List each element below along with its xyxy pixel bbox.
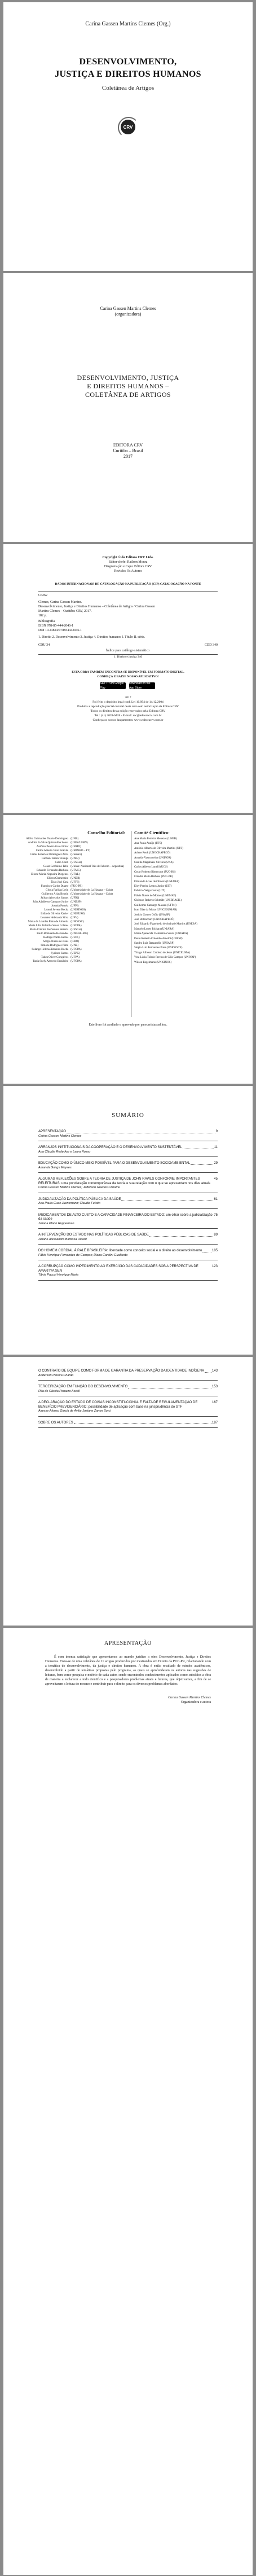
- toc-entry-title: DO HOMEM CORDIAL À RALÉ BRASILEIRA: liberdade como conceito social e o direito ao desenvolvimento: [38, 1249, 202, 1252]
- toc-entry[interactable]: [38, 1130, 218, 1141]
- cip-line: Martins Clemes – Curitiba: CRV, 2017.: [38, 610, 92, 613]
- scientific-member: Camila Magalhães Silveira (UNA): [134, 861, 174, 865]
- toc-leader-dots: [205, 1369, 211, 1373]
- cdd: CDD 340: [204, 643, 218, 647]
- member-affiliation: (IFRO): [70, 940, 80, 943]
- summary-page-2: [3, 1357, 253, 1626]
- scientific-member: Arnaldo Vasconcelos (UNIFOR): [134, 856, 171, 860]
- toc-entry-line: [38, 1233, 218, 1238]
- scientific-member: Gleisson Roberto Schmidt (UNIBRASIL): [134, 899, 182, 903]
- half-title-page: [3, 273, 253, 542]
- toc-entry[interactable]: [38, 1401, 218, 1417]
- copyright-footer: [3, 695, 253, 722]
- toc-page-number: 123: [211, 1265, 218, 1268]
- cover-subtitle: Coletânea de Artigos: [101, 85, 155, 91]
- scientific-committee: [134, 831, 241, 965]
- member-affiliation: (UFOPA): [70, 925, 82, 927]
- toc-page-number: 61: [214, 1197, 218, 1201]
- summary-page-1: [3, 1086, 253, 1355]
- cover-title-line2: JUSTIÇA E DIREITOS HUMANOS: [55, 69, 201, 79]
- member-affiliation: (UNIFAL-MG): [70, 932, 89, 935]
- scientific-member: Ana Paula Araújo (UFS): [134, 842, 162, 845]
- scientific-member: Arlene Renk (UNOCHAPECÓ): [134, 852, 171, 855]
- summary-title: SUMÁRIO: [112, 1112, 144, 1119]
- member-name: Maria de Lourdes Pinto de Almeida: [28, 921, 69, 923]
- toc-page-number: 187: [211, 1421, 218, 1425]
- member-affiliation: (UFRRJ): [70, 845, 81, 848]
- scientific-member: Vera Lúcia Toledo Pereira de Góis Campos (UNIVAP): [134, 956, 196, 960]
- half-title-line3: COLETÂNEA DE ARTIGOS: [85, 391, 171, 398]
- member-affiliation: (UFPA): [70, 956, 80, 959]
- member-name: Maria Cristina dos Santos Bezerra: [29, 928, 69, 931]
- app-store-badge[interactable]: Download on the App Store: [129, 682, 155, 689]
- editorial-member: [18, 841, 129, 845]
- half-title-role: (organizadora): [114, 312, 142, 317]
- scientific-member: Carlos Alberto Lunelli (UCS): [134, 866, 168, 869]
- footer-site: Conheça os nossos lançamentos: www.editoracrv.com.br: [92, 719, 164, 722]
- member-affiliation: (UFFS): [70, 881, 80, 884]
- cip-box: [38, 592, 218, 655]
- scientific-member: Ana Maria Ferreira Menezes (UNEB): [134, 838, 177, 840]
- member-affiliation: (UNB): [70, 838, 79, 840]
- scientific-member: Eloy Pereira Lemos Junior (UIT): [134, 885, 172, 888]
- toc-entry-title: EDUCAÇÃO COMO O ÚNICO MEIO POSSÍVEL PARA O DESENVOLVIMENTO SOCIOAMBIENTAL: [38, 1162, 191, 1165]
- toc-leader-dots: [183, 1146, 214, 1149]
- footer-rights: Proibida a reprodução parcial ou total desta obra sem autorização da Editora CRV: [77, 705, 179, 708]
- ebook-notice: [3, 670, 253, 679]
- toc-entry-title: O CONTRATO DE EQUIPE COMO FORMA DE GARANTIA DA PRESERVAÇÃO DA IDENTIDADE INDÍGENA: [38, 1369, 204, 1373]
- toc-entry-line: [38, 1198, 218, 1202]
- toc-entry-line: [38, 1369, 218, 1374]
- toc-entry[interactable]: [38, 1198, 218, 1209]
- member-name: Simone Rodrigues Pinto: [41, 944, 69, 947]
- cover-title: [3, 56, 253, 81]
- footer-contact: Tel.: (41) 3039-6418 - E-mail: sac@editoracrv.com.br: [94, 714, 162, 717]
- cip-line: Bibliografia: [38, 620, 55, 623]
- editorial-member: [18, 884, 129, 888]
- editorial-member: [18, 877, 129, 880]
- member-name: Sydione Santos: [51, 952, 69, 955]
- toc-entry-title: APRESENTAÇÃO: [38, 1130, 66, 1133]
- scientific-member: Edmundo Alves de Oliveira (UNIARA): [134, 880, 179, 883]
- index-line-text: 1. Direito e justiça 340: [113, 655, 143, 659]
- index-line: [3, 655, 253, 659]
- editorial-member: [18, 948, 129, 952]
- copyright-page: [3, 544, 253, 813]
- editorial-member: [18, 857, 129, 861]
- toc-entry-line: [38, 1401, 218, 1409]
- toc-entry-author: Juliana Pfann Rupperman: [38, 1221, 74, 1225]
- member-name: Lourdes Helena da Silva: [41, 917, 69, 919]
- member-name: Francisco Carlos Duarte: [41, 885, 69, 888]
- member-affiliation: (Universidade de La Havana – Cuba): [70, 889, 113, 892]
- scientific-member: Ivan Dias da Motta (UNICESUMAR): [134, 909, 178, 912]
- toc-entry[interactable]: [38, 1146, 218, 1157]
- member-affiliation: (UNIEURO): [70, 913, 86, 915]
- review-line: Revisão: Os Autores: [114, 569, 142, 573]
- member-affiliation: (UFAL): [70, 873, 80, 876]
- member-affiliation: (Unieuro): [70, 853, 82, 856]
- editorial-member: [18, 956, 129, 960]
- member-affiliation: (UNIR): [70, 857, 80, 860]
- editorial-council-heading: Conselho Editorial:: [87, 830, 125, 835]
- layout-line: Diagramação e Capa: Editora CRV: [104, 565, 152, 568]
- member-name: Elizeu Clementino: [47, 877, 69, 880]
- toc-page-number: 143: [211, 1369, 218, 1373]
- member-name: Élsio José Corá: [51, 881, 69, 884]
- half-title-line1: DESENVOLVIMENTO, JUSTIÇA: [77, 374, 179, 382]
- editorial-member: [18, 880, 129, 884]
- member-name: Elione Maria Nogueira Diogenes: [31, 873, 69, 876]
- toc-leader-dots: [121, 1198, 213, 1201]
- table-of-contents-continued: [38, 1369, 218, 1432]
- footer-year: 2017: [125, 696, 131, 699]
- editorial-member: [18, 873, 129, 877]
- member-affiliation: (UNOESC): [70, 921, 84, 923]
- presentation-title: APRESENTAÇÃO: [104, 1640, 152, 1646]
- toc-entry-author: Carina Gassen Martins Clemes: [38, 1134, 82, 1138]
- member-name: Aldira Guimarães Duarte Domínguez: [26, 838, 69, 840]
- toc-entry-line: [38, 1130, 218, 1134]
- toc-entry-title: ALGUMAS REFLEXÕES SOBRE A TEORIA DE JUSTIÇA DE JOHN RAWLS CONFORME IMPORTANTES RELEITURAS: uma ponderação contemporânea da teoria e sua relação com o que se apresentam nos dias atuais: [38, 1177, 210, 1185]
- scientific-member: Paulo Roberto Colombo Arnoldi (UNESP): [134, 937, 183, 940]
- editorial-member: [18, 892, 129, 896]
- editorial-member: [18, 944, 129, 948]
- half-title-line2: E DIREITOS HUMANOS –: [87, 382, 169, 390]
- toc-entry-title: SOBRE OS AUTORES: [38, 1421, 73, 1425]
- toc-entry-title: ARRANJOS INSTITUCIONAIS DA COOPERAÇÃO E O DESENVOLVIMENTO SUSTENTÁVEL: [38, 1146, 182, 1149]
- toc-page-number: 153: [211, 1385, 218, 1388]
- toc-entry-title: A CORRUPÇÃO COMO IMPEDIMENTO AO EXERCÍCIO DAS CAPACIDADES SOB A PERSPECTIVA DE AMARTYA SEN: [38, 1265, 198, 1273]
- member-affiliation: (UNEB): [70, 877, 81, 880]
- member-name: Maria Lília Imbiriba Sousa Colares: [28, 925, 69, 927]
- toc-page-number: 9: [215, 1130, 218, 1133]
- member-affiliation: (UNIR/UFRN): [70, 842, 88, 844]
- editor-line: Editor-chefe: Railson Moura: [108, 560, 148, 564]
- toc-entry[interactable]: [38, 1177, 218, 1193]
- member-affiliation: (UFES): [70, 936, 80, 939]
- toc-entry-author: Amanda Grings Moyses: [38, 1166, 72, 1169]
- toc-leader-dots: [128, 1385, 211, 1388]
- toc-separator: [38, 1172, 218, 1173]
- table-of-contents: [38, 1130, 218, 1285]
- member-name: Carmen Tereza Velanga: [41, 857, 69, 860]
- cover-title-line1: DESENVOLVIMENTO,: [79, 57, 177, 67]
- cip-line: Clemes, Carina Gassen Martins.: [38, 601, 82, 604]
- scientific-member: José Eduardo Figueiredo de Andrade Martins (UNESA): [134, 923, 197, 926]
- toc-leader-dots: [67, 1130, 215, 1133]
- scientific-committee-heading: Comitê Científico:: [134, 830, 170, 835]
- toc-entry-line: [38, 1265, 218, 1273]
- scientific-member: Fabrício Veiga Costa (UIT): [134, 890, 165, 893]
- member-affiliation: (UFPI): [70, 905, 79, 908]
- member-affiliation: (UNESP): [70, 901, 82, 904]
- editorial-member: [18, 952, 129, 956]
- toc-page-number: 29: [214, 1162, 218, 1165]
- toc-separator: [38, 1416, 218, 1417]
- toc-separator: [38, 1280, 218, 1281]
- ebook-line2: CONHEÇA E BAIXE NOSSO APLICATIVO!: [97, 675, 159, 678]
- toc-entry-line: [38, 1249, 218, 1254]
- scientific-member: Antônio Alberto de Oliveira Martins (UFS): [134, 847, 183, 850]
- toc-entry-line: [38, 1385, 218, 1390]
- publisher-city: Curitiba – Brasil: [113, 448, 143, 453]
- toc-entry[interactable]: [38, 1421, 218, 1429]
- toc-page-number: 75: [214, 1213, 218, 1217]
- member-name: Cesar Gerónimo Tello: [43, 865, 69, 868]
- toc-entry-author: Juliane Alessandra Barbosa Ricard: [38, 1237, 87, 1241]
- scientific-member: Sérgio Luiz Fernandes Pires (UNIOESTE): [134, 947, 183, 950]
- editorial-member: [18, 936, 129, 940]
- member-name: Gloria Fariñas León: [46, 889, 69, 892]
- toc-entry-title: A DECLARAÇÃO DO ESTADO DE COISAS INCONSTITUCIONAL E FALTA DE REGULAMENTAÇÃO DE BENEFÍCIO PREVIDENCIÁRIO: possibilidade de aplicação com base na jurisprudência do STF: [38, 1401, 198, 1409]
- cip-line: 182 p.: [38, 614, 47, 617]
- toc-entry-line: [38, 1146, 218, 1150]
- toc-entry[interactable]: [38, 1385, 218, 1396]
- cover-page: [3, 2, 253, 271]
- toc-separator: [38, 1208, 218, 1209]
- half-title-publisher-block: [3, 443, 253, 459]
- scientific-member: Marcelo Lopes Bichara (UNIARA): [134, 927, 174, 931]
- toc-leader-dots: [191, 1162, 213, 1165]
- toc-page-number: 45: [214, 1177, 218, 1181]
- member-name: Rodrigo Pratte-Santos: [43, 936, 69, 939]
- toc-separator: [38, 1244, 218, 1245]
- footer-rights2: Todos os direitos desta edição reservados pela: Editora CRV: [90, 709, 166, 713]
- member-name: Antônio Pereira Gaio Júnior: [36, 845, 69, 848]
- editorial-member: [18, 869, 129, 873]
- scientific-member: Flávia Nunes de Moraes (UNEMAT): [134, 894, 176, 897]
- toc-entry-author: Carina Gassen Martins Clemes; Jefferson Guedes Claramu: [38, 1186, 121, 1189]
- toc-separator: [38, 1228, 218, 1229]
- half-title-heading: [3, 374, 253, 399]
- toc-entry-line: [38, 1213, 218, 1222]
- member-name: Sérgio Nunes de Jesus: [43, 940, 69, 943]
- toc-page-number: 11: [214, 1146, 218, 1149]
- toc-leader-dots: [74, 1421, 211, 1425]
- toc-entry-line: [38, 1162, 218, 1166]
- google-play-badge[interactable]: GET IT ON Google Play: [100, 682, 126, 689]
- cip-code: C6262: [38, 594, 48, 597]
- presentation-signature: [45, 1696, 211, 1705]
- council-page: [3, 815, 253, 1084]
- editorial-member: [18, 924, 129, 928]
- toc-entry-title: JUDICIALIZAÇÃO DA POLÍTICA PÚBLICA DA SAÚDE: [38, 1197, 121, 1201]
- member-name: Carlos Federico Dominguez Avila: [30, 853, 69, 856]
- editorial-member: [18, 932, 129, 936]
- toc-entry-author: Ana Cláudia Redecker e Laura Rosso: [38, 1150, 91, 1154]
- editorial-council: [18, 831, 129, 963]
- member-name: Tania Suely Azevedo Brasileiro: [32, 960, 69, 963]
- signature-name: Carina Gassen Martins Clemes: [168, 1696, 211, 1699]
- scientific-member: Wilson Engelmann (UNISINOS): [134, 961, 172, 964]
- editorial-member: [18, 853, 129, 857]
- toc-leader-dots: [202, 1249, 211, 1252]
- editorial-member: [18, 845, 129, 849]
- cover-author: Carina Gassen Martins Clemes (Org.): [85, 21, 171, 27]
- cip-line: DOI 10.24824/978854442046.1: [38, 629, 82, 632]
- half-title-author-block: [3, 306, 253, 317]
- editorial-member: [18, 900, 129, 904]
- cip-line: Desenvolvimento, Justiça e Direitos Humanos – Coletânea de Artigos / Carina Gassen: [38, 605, 155, 608]
- editorial-member: [18, 888, 129, 892]
- member-affiliation: (Univer. Nacional Três de Febrero – Argentina): [70, 865, 125, 868]
- editorial-member: [18, 920, 129, 924]
- toc-entry[interactable]: [38, 1213, 218, 1229]
- toc-entry-title: MEDICAMENTOS DE ALTO CUSTO E A CAPACIDADE FINANCEIRA DO ESTADO: um olhar sobre a judicialização da saúde: [38, 1213, 213, 1221]
- member-affiliation: (PUC-PR): [70, 885, 83, 888]
- editorial-member: [18, 960, 129, 963]
- column-divider: [131, 831, 132, 1017]
- scientific-member: Cláudia Maria Barbosa (PUC-PR): [134, 875, 173, 879]
- toc-separator: [38, 1156, 218, 1157]
- member-affiliation: (UFOPA): [70, 960, 82, 963]
- editorial-member: [18, 904, 129, 908]
- toc-entry-author: Anderson Pereira Charão: [38, 1373, 74, 1377]
- presentation-paragraph: É com imensa satisfação que apresentamos ao mundo jurídico a obra Desenvolvimento, Justiça e Direitos Humanos. Trata-se de uma coletânea de 11 artigos produzidos por mestrandos em Direito da PUC-PR, relacionando com a temática do desenvolvimento, da justiça e direitos humanos. A obra é então resultado de estudos acadêmicos, desenvolvido a partir de temáticas propostas pelo programa, as quais se aprofundaram os autores nas sugestões de leituras, bem como pesquisa e notório de cada autor, sendo encontrados conhecimentos aplicados como subsídios a obra de maneira a esclarecer a todo cientifico e a pesquisadores problemas atuais e futuros, que objetivamos, a fim de se aproveitarem a leitura do mesmo e contribuir para o direito para os diversos problemas abordados.: [45, 1655, 211, 1686]
- ebook-line1: ESTA OBRA TAMBÉM ENCONTRA-SE DISPONÍVEL EM FORMATO DIGITAL.: [72, 671, 184, 674]
- member-name: Solange Helena Ximenes-Rocha: [32, 948, 69, 951]
- toc-entry-title: TERCEIRIZAÇÃO EM FUNÇÃO DO DESENVOLVIMENTO: [38, 1385, 128, 1388]
- toc-entry-author: Fábio Henrique Fernandes de Campos; Diana Carolini Gualberto: [38, 1253, 128, 1257]
- editorial-member: [18, 916, 129, 920]
- editorial-member: [18, 849, 129, 853]
- copyright-line: Copyright © da Editora CRV Ltda.: [102, 556, 154, 559]
- toc-entry[interactable]: [38, 1162, 218, 1173]
- member-name: Guillermo Arias Beatón: [41, 893, 69, 896]
- toc-entry-title: A INTERVENÇÃO DO ESTADO NAS POLÍTICAS PÚBLICAS DE SAÚDE: [38, 1233, 149, 1237]
- toc-entry-author: Tânia Paccol Henrique Maria: [38, 1273, 78, 1277]
- member-name: João Adalberto Campato Junior: [33, 901, 69, 904]
- editorial-member: [18, 940, 129, 944]
- editorial-member: [18, 861, 129, 865]
- member-name: Jailson Alves dos Santos: [40, 897, 69, 900]
- presentation-page: [3, 1628, 253, 2575]
- scientific-member: Thiago Allisson Cardoso de Jesus (UNICEUMA): [134, 951, 191, 954]
- editorial-member: [18, 912, 129, 916]
- member-name: Celso Conti: [55, 861, 69, 864]
- toc-entry-line: [38, 1177, 218, 1186]
- app-store-badges: [100, 682, 156, 689]
- member-affiliation: (UFV): [70, 917, 78, 919]
- member-name: Leonel Severo Rocha: [44, 909, 69, 912]
- toc-page-number: 105: [211, 1249, 218, 1252]
- publisher-name: EDITORA CRV: [113, 443, 143, 448]
- member-name: Lídia de Oliveira Xavier: [41, 913, 69, 915]
- cip-title: DADOS INTERNACIONAIS DE CATALOGAÇÃO NA PUBLICAÇÃO (CIP) CATALOGAÇÃO NA FONTE: [55, 582, 201, 586]
- toc-entry-line: [38, 1421, 218, 1426]
- member-affiliation: (UNISINOS): [70, 909, 86, 912]
- cip-line: ISBN 978-85-444-2046-1: [38, 624, 74, 628]
- member-affiliation: (UNB): [70, 944, 79, 947]
- member-name: Josania Portela: [51, 905, 69, 908]
- member-name: Carlos Alberto Vilar Estêvão: [36, 849, 69, 852]
- scientific-member: Cezar Roberto Bitencourt (PUC-RS): [134, 870, 176, 874]
- signature-role: Organizadora e autora: [180, 1701, 211, 1704]
- publication-year: 2017: [123, 454, 133, 459]
- member-name: Tadeu Oliver Gonçalves: [41, 956, 69, 959]
- index-title: Índice para catálogo sistemático: [106, 649, 150, 652]
- half-title-author: Carina Gassen Martins Clemes: [100, 306, 156, 311]
- toc-entry[interactable]: [38, 1265, 218, 1281]
- footer-legal: Foi feito o depósito legal conf. Lei 10.994 de 14/12/2004: [92, 700, 164, 704]
- editorial-member: [18, 896, 129, 900]
- peer-review-note: Este livro foi avaliado e aprovado por pareceristas ad hoc.: [89, 1023, 167, 1027]
- editorial-member: [18, 865, 129, 869]
- member-affiliation: (UFMG): [70, 869, 81, 872]
- member-name: Andréia da Silva Quintanilha Sousa: [28, 842, 69, 844]
- member-affiliation: (UEPG): [70, 952, 80, 955]
- member-name: Paulo Romualdo Hernandes: [37, 932, 69, 935]
- editorial-member: [18, 908, 129, 912]
- member-affiliation: (Universidade de La Havana – Cuba): [70, 893, 113, 896]
- scientific-member: Sandro Luiz Bazzanella (UNIARP): [134, 941, 174, 945]
- member-affiliation: (UFOPA): [70, 948, 82, 951]
- council-note: [3, 1023, 253, 1027]
- editorial-member: [18, 837, 129, 841]
- scientific-member: Maria Aparecida Clementina Souza (UNIARA): [134, 932, 188, 936]
- copyright-block: [3, 555, 253, 573]
- toc-entry[interactable]: [38, 1233, 218, 1245]
- toc-page-number: 167: [211, 1401, 218, 1404]
- toc-separator: [38, 1427, 218, 1428]
- toc-separator: [38, 1380, 218, 1381]
- toc-entry[interactable]: [38, 1369, 218, 1381]
- member-affiliation: (UFSCar): [70, 928, 82, 931]
- toc-entry[interactable]: [38, 1249, 218, 1260]
- scientific-member: Guilherme Camargo Massaú (UFPel): [134, 904, 176, 907]
- member-name: Eduardo Fernandes Barbosa: [36, 869, 69, 872]
- cip-line: 1. Direito 2. Desenvolvimento 3. Justiça 4. Direitos humanos I. Título II. série.: [38, 636, 145, 639]
- member-affiliation: (UFSCar): [70, 861, 82, 864]
- member-affiliation: (UFRJ): [70, 897, 80, 900]
- member-affiliation: (UMINHO – PT): [70, 849, 91, 852]
- toc-entry-author: Rita de Cássia Peruzzo Ascoli: [38, 1389, 80, 1393]
- scientific-member: Joelcio Gomes Orfão (UNASP): [134, 913, 170, 917]
- toc-entry-author: Ana Paula Guex Juenemann; Claudia Felstin: [38, 1202, 100, 1205]
- cdu: CDU 34: [38, 643, 50, 647]
- scientific-member: José Bittencourt (UNOCHAPECÓ): [134, 918, 175, 921]
- toc-leader-dots: [149, 1233, 213, 1237]
- editorial-member: [18, 928, 129, 932]
- toc-page-number: 89: [214, 1233, 218, 1237]
- toc-entry-author: Airesse Afonso Garcia de Avila; Josiane Zanon Sorci: [38, 1409, 111, 1413]
- crv-logo-icon: CRV: [121, 120, 135, 134]
